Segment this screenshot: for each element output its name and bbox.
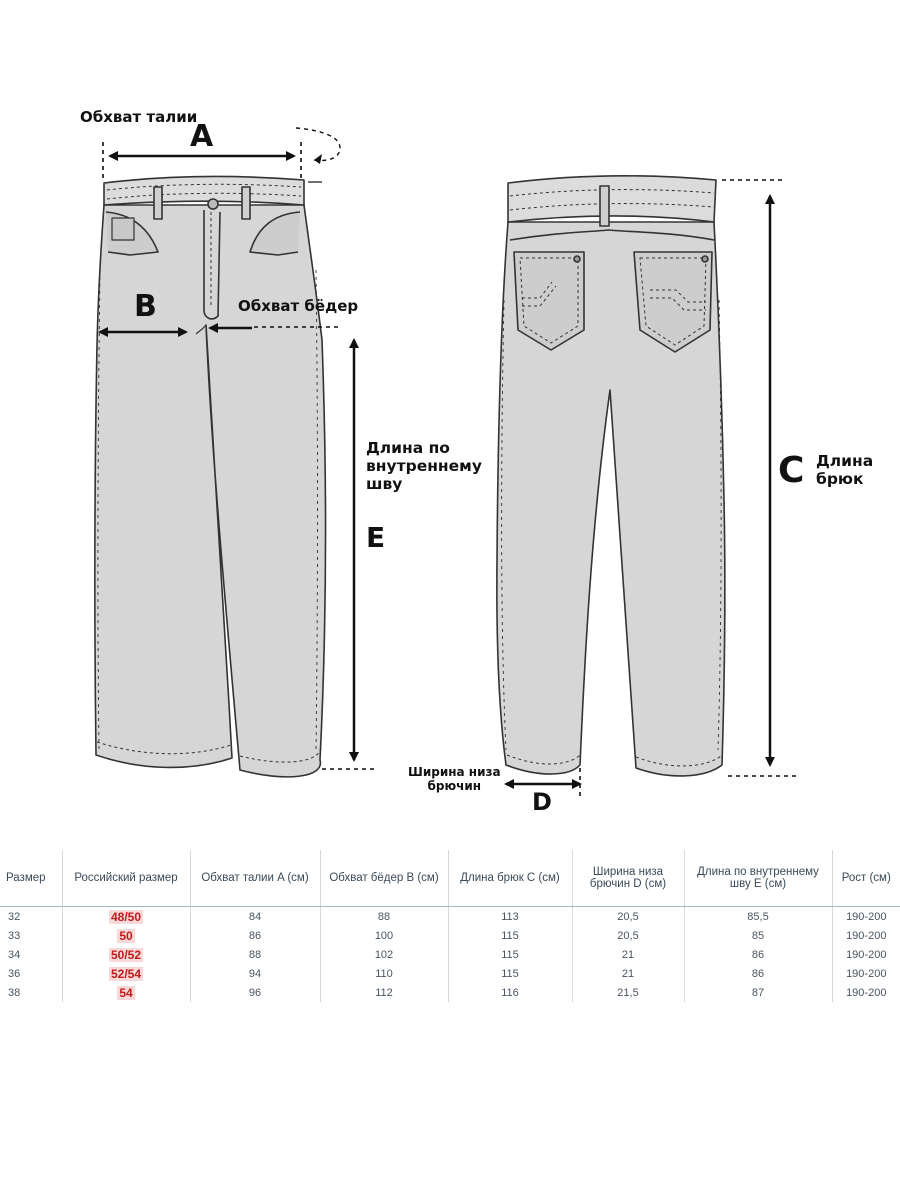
russian-size-value: 50 [119, 928, 133, 943]
letter-c: C [778, 450, 805, 491]
header-hem-width: Ширина низа брючин D (см) [572, 850, 684, 907]
table-row: 38 54 96 112 116 21,5 87 190-200 [0, 983, 900, 1002]
letter-d: D [532, 788, 552, 816]
russian-size-value: 50/52 [110, 947, 142, 962]
size-table [0, 850, 900, 1002]
letter-a: A [190, 119, 214, 154]
table-header-row [0, 850, 900, 907]
table-row: 32 48/50 84 88 113 20,5 85,5 190-200 [0, 907, 900, 927]
russian-size-value: 52/54 [110, 966, 142, 981]
waist-label: Обхват талии [80, 108, 198, 126]
length-label: Длина брюк [816, 452, 874, 488]
table-row: 34 50/52 88 102 115 21 86 190-200 [0, 945, 900, 964]
header-russian-size: Российский размер [62, 850, 190, 907]
jeans-back-view [497, 176, 725, 776]
letter-e: E [366, 521, 386, 554]
header-height: Рост (см) [832, 850, 900, 907]
header-inseam: Длина по внутреннему шву E (см) [684, 850, 832, 907]
jeans-front-view [95, 177, 326, 777]
table-row: 36 52/54 94 110 115 21 86 190-200 [0, 964, 900, 983]
hips-label: Обхват бёдер [238, 297, 359, 315]
table-row: 33 50 86 100 115 20,5 85 190-200 [0, 926, 900, 945]
letter-b: B [134, 289, 157, 324]
russian-size-value: 54 [119, 985, 133, 1000]
inseam-label: Длина по внутреннему шву [366, 439, 482, 493]
hem-label: Ширина низа брючин [408, 765, 501, 793]
header-length: Длина брюк C (см) [448, 850, 572, 907]
header-waist: Обхват талии A (см) [190, 850, 320, 907]
header-size: Размер [0, 850, 62, 907]
header-hips: Обхват бёдер B (см) [320, 850, 448, 907]
russian-size-value: 48/50 [110, 909, 142, 924]
